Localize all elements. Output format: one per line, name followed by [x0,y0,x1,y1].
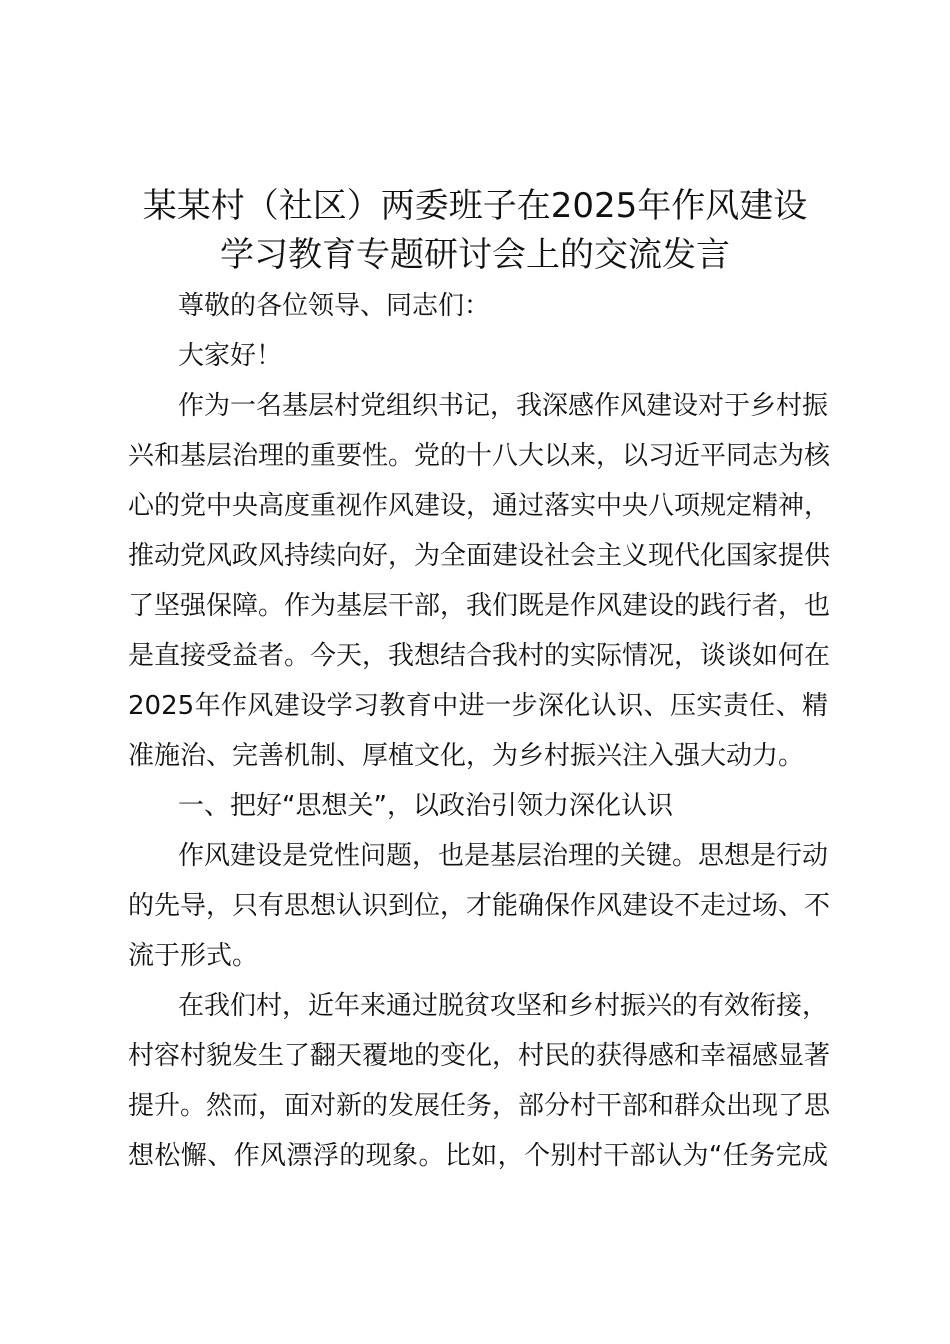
body-line: 村容村貌发生了翻天覆地的变化，村民的获得感和幸福感显著 [128,1041,831,1071]
greeting: 大家好！ [178,341,283,371]
body-line: 的先导，只有思想认识到位，才能确保作风建设不走过场、不 [128,891,831,921]
body-line: 心的党中央高度重视作风建设，通过落实中央八项规定精神， [128,491,831,521]
body-line: 流于形式。 [128,941,259,971]
body-line: 准施治、完善机制、厚植文化，为乡村振兴注入强大动力。 [128,741,805,771]
body-line: 了坚强保障。作为基层干部，我们既是作风建设的践行者，也 [128,591,831,621]
body-line: 想松懈、作风漂浮的现象。比如，个别村干部认为“任务完成 [128,1141,828,1171]
salutation: 尊敬的各位领导、同志们： [178,291,491,321]
body-line: 在我们村，近年来通过脱贫攻坚和乡村振兴的有效衔接， [178,991,829,1021]
body-line: 作为一名基层村党组织书记，我深感作风建设对于乡村振 [178,391,829,421]
body-line: 作风建设是党性问题，也是基层治理的关键。思想是行动 [178,841,829,871]
body-line: 提升。然而，面对新的发展任务，部分村干部和群众出现了思 [128,1091,831,1121]
document-title-line-1: 某某村（社区）两委班子在2025年作风建设 [142,186,808,226]
body-line: 推动党风政风持续向好，为全面建设社会主义现代化国家提供 [128,541,831,571]
document-title-line-2: 学习教育专题研讨会上的交流发言 [220,235,730,275]
body-line: 兴和基层治理的重要性。党的十八大以来，以习近平同志为核 [128,441,831,471]
section-heading: 一、把好“思想关”，以政治引领力深化认识 [178,791,673,821]
body-line: 2025年作风建设学习教育中进一步深化认识、压实责任、精 [128,691,828,721]
body-line: 是直接受益者。今天，我想结合我村的实际情况，谈谈如何在 [128,641,831,671]
